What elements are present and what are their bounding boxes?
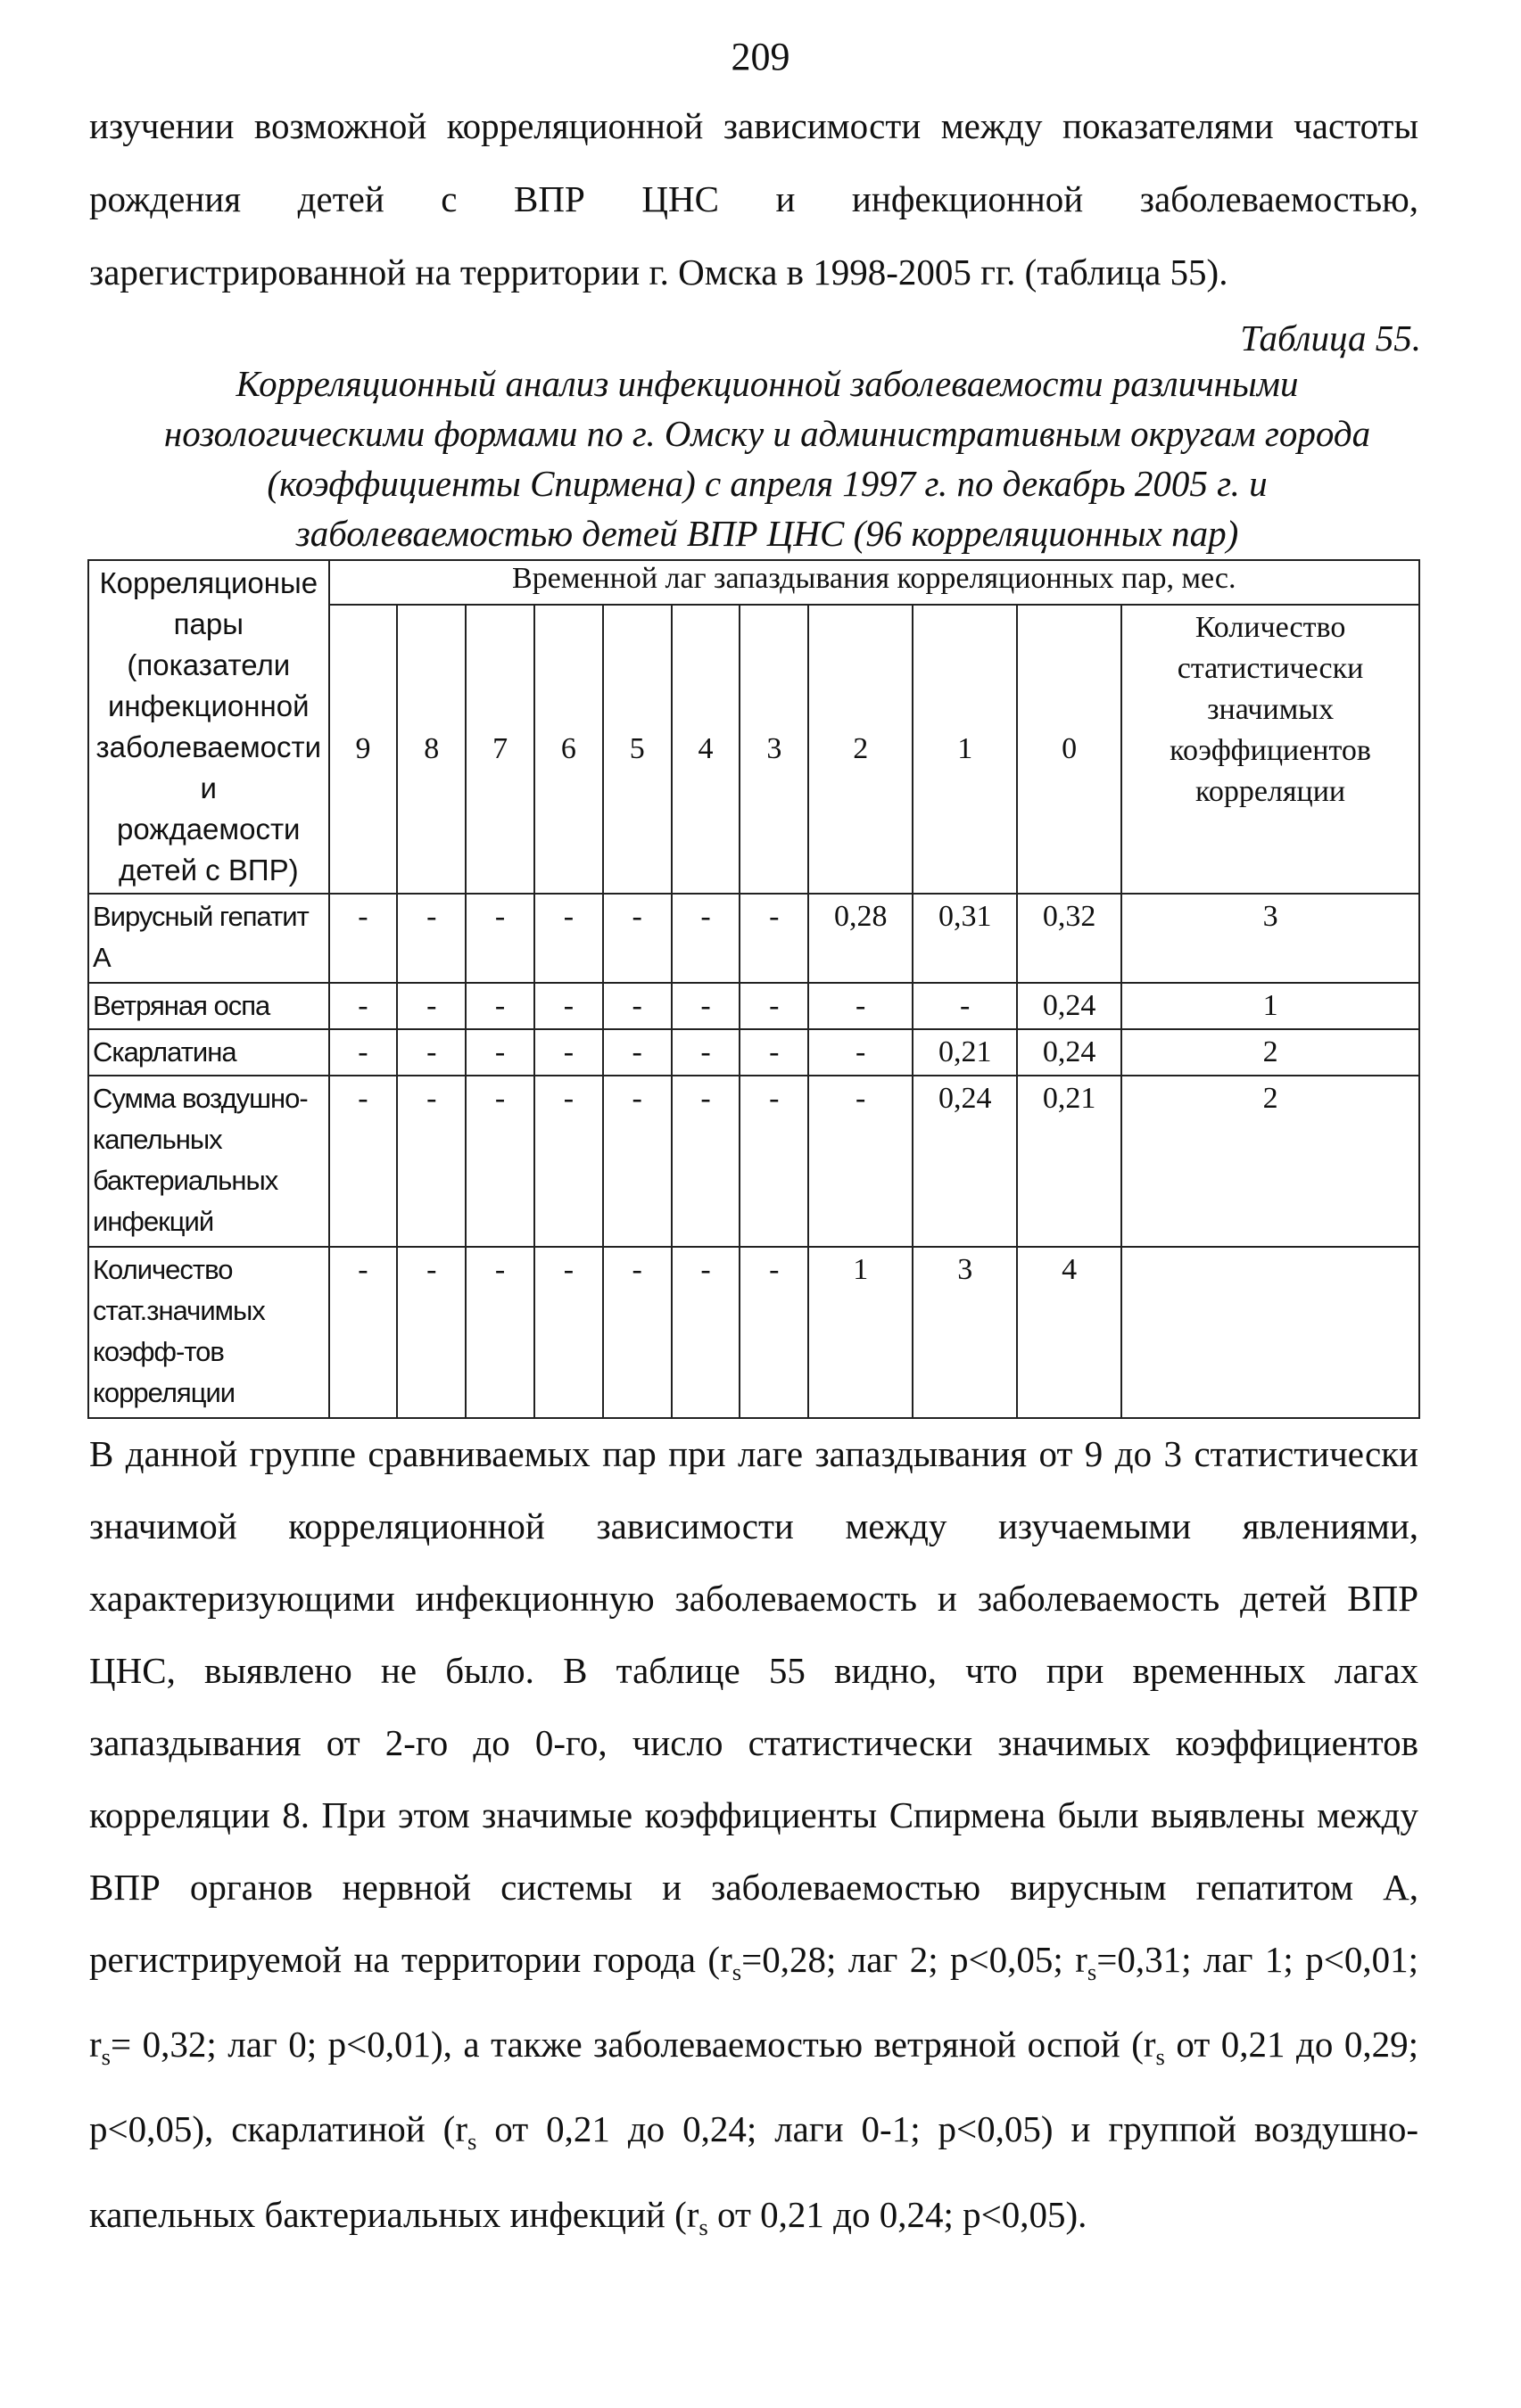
cell: -: [740, 1076, 808, 1247]
cell: 0,32: [1017, 894, 1121, 983]
row-name: Скарлатина: [88, 1029, 329, 1076]
table-row: [88, 894, 1419, 983]
table-row: [88, 1029, 1419, 1076]
cell: -: [466, 983, 534, 1029]
cell: -: [397, 1076, 466, 1247]
lag-0: 0: [1017, 605, 1121, 894]
body-line: В данной группе сравниваемых пар при лаге запаздывания от 9 до 3: [89, 1433, 1183, 1474]
cell: 0,24: [1017, 1029, 1121, 1076]
cell: -: [397, 894, 466, 983]
cell: 0,24: [1017, 983, 1121, 1029]
row-name: Количество стат.значимых коэфф-тов корреляции: [88, 1247, 329, 1418]
cell: -: [466, 1076, 534, 1247]
table-label: Таблица 55.: [1240, 317, 1421, 359]
cell: -: [397, 1247, 466, 1418]
cell: -: [603, 1247, 672, 1418]
body-line: заболеваемость детей ВПР ЦНС, выявлено не было. В таблице 55 видно, что: [89, 1578, 1419, 1691]
lag-4: 4: [672, 605, 740, 894]
cell: -: [603, 1076, 672, 1247]
row-name: Сумма воздушно- капельных бактериальных инфекций: [88, 1076, 329, 1247]
cell: -: [534, 1029, 603, 1076]
caption-line: (коэффициенты Спирмена) с апреля 1997 г. по декабрь 2005 г. и: [267, 463, 1268, 504]
body-paragraph: [89, 1418, 1418, 2264]
caption-line: заболеваемостью детей ВПР ЦНС (96 корреляционных пар): [295, 513, 1239, 554]
cell: -: [397, 1029, 466, 1076]
lag-8: 8: [397, 605, 466, 894]
cell: -: [672, 1247, 740, 1418]
cell: -: [672, 1029, 740, 1076]
cell: 1: [808, 1247, 913, 1418]
cell: -: [672, 1076, 740, 1247]
body-line: также заболеваемостью ветряной оспой ($r_s$ от 0,21 до 0,29; p<0,05),: [89, 2024, 1419, 2150]
body-line: заболеваемостью вирусным гепатитом А, регистрируемой на территории: [89, 1867, 1419, 1980]
cell: -: [808, 983, 913, 1029]
cell: 3: [913, 1247, 1017, 1418]
row-name: Вирусный гепатит А: [88, 894, 329, 983]
body-line: значимых коэффициентов корреляции 8. При этом значимые коэффициенты: [89, 1722, 1419, 1835]
cell: -: [329, 1029, 398, 1076]
page-number: 209: [731, 35, 790, 78]
lag-2: 2: [808, 605, 913, 894]
cell: -: [740, 983, 808, 1029]
cell: -: [534, 894, 603, 983]
cell: 0,21: [1017, 1076, 1121, 1247]
body-line: капельных бактериальных инфекций ($r_s$ от 0,21 до 0,24; p<0,05).: [89, 2193, 1087, 2240]
cell: -: [740, 894, 808, 983]
cell: -: [534, 1247, 603, 1418]
row-name: Ветряная оспа: [88, 983, 329, 1029]
cell: -: [808, 1076, 913, 1247]
intro-line: частоты рождения детей с ВПР ЦНС и инфекционной заболеваемостью,: [89, 105, 1418, 219]
cell: -: [534, 1076, 603, 1247]
table-caption: [125, 359, 1409, 558]
count-cell: 1: [1121, 983, 1419, 1029]
cell: -: [672, 894, 740, 983]
table-row: [88, 1247, 1419, 1418]
cell: -: [329, 894, 398, 983]
body-line: явлениями, характеризующими инфекционную заболеваемость и: [89, 1505, 1419, 1619]
body-line: города ($r_s=0,28$; лаг 2; p<0,05; $r_s=0,31$; лаг 1; p<0,01; $r_s= 0,32$; лаг 0; p<0,01), а: [89, 1939, 1418, 2071]
table-row: [88, 1076, 1419, 1247]
cell: -: [397, 983, 466, 1029]
lag-header: Временной лаг запаздывания корреляционных пар, мес.: [329, 560, 1419, 605]
cell: -: [329, 1076, 398, 1247]
body-line: при временных лагах запаздывания от 2-го до 0-го, число статистически: [89, 1650, 1419, 1763]
cell: -: [466, 894, 534, 983]
cell: -: [603, 894, 672, 983]
lag-9: 9: [329, 605, 398, 894]
intro-paragraph: [89, 89, 1418, 309]
count-cell: 3: [1121, 894, 1419, 983]
count-cell: [1121, 1247, 1419, 1418]
count-cell: 2: [1121, 1076, 1419, 1247]
cell: -: [329, 983, 398, 1029]
lag-7: 7: [466, 605, 534, 894]
caption-line: Корреляционный анализ инфекционной заболеваемости различными: [236, 363, 1299, 404]
table-row: [88, 983, 1419, 1029]
lag-6: 6: [534, 605, 603, 894]
lag-5: 5: [603, 605, 672, 894]
cell: 0,21: [913, 1029, 1017, 1076]
body-line: Спирмена были выявлены между ВПР органов нервной системы и: [89, 1794, 1419, 1908]
cell: -: [603, 983, 672, 1029]
cell: 0,24: [913, 1076, 1017, 1247]
cell: -: [740, 1247, 808, 1418]
cell: -: [740, 1029, 808, 1076]
corner-header: Корреляционые пары (показатели инфекционной заболеваемости и рождаемости детей с ВПР): [88, 560, 329, 894]
intro-line: зарегистрированной на территории г. Омска в 1998-2005 гг. (таблица 55).: [89, 252, 1228, 293]
cell: -: [913, 983, 1017, 1029]
cell: -: [466, 1029, 534, 1076]
lag-3: 3: [740, 605, 808, 894]
body-line: скарлатиной ($r_s$ от 0,21 до 0,24; лаги 0-1; p<0,05) и группой воздушно-: [231, 2108, 1419, 2156]
cell: -: [534, 983, 603, 1029]
caption-line: нозологическими формами по г. Омску и административным округам города: [163, 413, 1371, 454]
intro-line: изучении возможной корреляционной зависимости между показателями: [89, 105, 1274, 146]
cell: -: [672, 983, 740, 1029]
cell: -: [603, 1029, 672, 1076]
lag-1: 1: [913, 605, 1017, 894]
body-line: статистически значимой корреляционной зависимости между изучаемыми: [89, 1433, 1419, 1546]
cell: -: [808, 1029, 913, 1076]
correlation-table: [87, 559, 1420, 1419]
cell: -: [466, 1247, 534, 1418]
cell: 0,28: [808, 894, 913, 983]
cell: 0,31: [913, 894, 1017, 983]
count-cell: 2: [1121, 1029, 1419, 1076]
count-header: Количество статистически значимых коэффициентов корреляции: [1121, 605, 1419, 894]
cell: 4: [1017, 1247, 1121, 1418]
cell: -: [329, 1247, 398, 1418]
